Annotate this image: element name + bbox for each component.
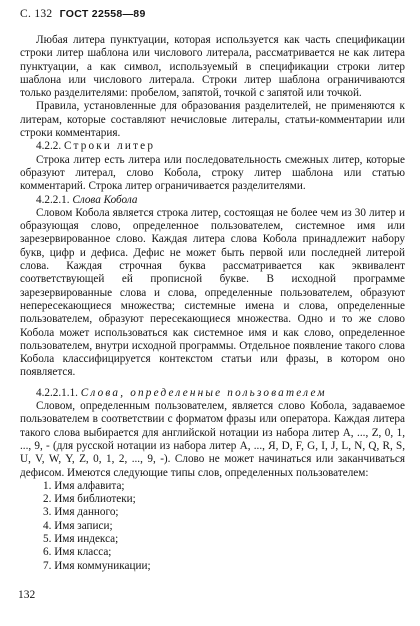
page-reference: С. 132 bbox=[20, 8, 53, 20]
paragraph-punctuation: Любая литера пунктуации, которая используется как часть спецификации строки литер шаблона или числового литерала, рассматривается не как литера пунктуации, а как символ, используемый в спецификации строки литер шаблона или числового литерала. Строки литер шаблона ограничиваются только разделителями: пробелом, запятой, точкой с запятой или точкой. bbox=[20, 34, 405, 100]
section-title: Слова Кобола bbox=[72, 193, 138, 206]
paragraph-separator-rules: Правила, установленные для образования разделителей, не применяются к литерам, которые составляют нечисловые литералы, статьи-комментарии или строки комментария. bbox=[20, 100, 405, 140]
section-title: Слова, определенные пользователем bbox=[80, 386, 327, 399]
standard-designation: ГОСТ 22558—89 bbox=[59, 8, 146, 20]
list-item: 1. Имя алфавита; bbox=[43, 479, 125, 492]
list-item: 5. Имя индекса; bbox=[43, 532, 119, 545]
list-item: 6. Имя класса; bbox=[43, 546, 112, 559]
section-heading-4-2-2-1-1 bbox=[20, 387, 405, 400]
spacer bbox=[20, 380, 405, 387]
section-number: 4.2.2.1. bbox=[36, 193, 70, 206]
list-item: 4. Имя записи; bbox=[43, 519, 113, 532]
section-heading-4-2-2 bbox=[20, 140, 405, 153]
section-number: 4.2.2.1.1. bbox=[36, 386, 78, 399]
word-types-list bbox=[20, 480, 405, 573]
page-number: 132 bbox=[18, 589, 36, 601]
list-item: 7. Имя коммуникации; bbox=[43, 559, 151, 572]
section-number: 4.2.2. bbox=[36, 140, 62, 153]
document-body bbox=[20, 34, 405, 573]
list-item: 3. Имя данного; bbox=[43, 506, 119, 519]
paragraph-character-strings: Строка литер есть литера или последовательность смежных литер, которые образуют литерал, слово Кобола, строку литер шаблона или статью комментарий. Строка литер ограничивается разделителями. bbox=[20, 153, 405, 193]
list-item: 2. Имя библиотеки; bbox=[43, 493, 136, 506]
section-heading-4-2-2-1 bbox=[20, 194, 405, 207]
paragraph-user-defined-words: Словом, определенным пользователем, является слово Кобола, задаваемое пользователем в соответствии с форматом фразы или оператора. Каждая литера такого слова выбирается для английской нотации из набора литер A, ..., Z, 0, 1, ..., 9, - (для русской нотации из набора литер А, ..., Я, D, F, G, I, J, L, N, Q, R, S, U, V, W, Y, Z, 0, 1, 2, ..., 9, -). Слово не может начинаться или заканчиваться дефисом. Имеются следующие типы слов, определенных пользователем: bbox=[20, 400, 405, 479]
section-title: Строки литер bbox=[63, 140, 156, 153]
running-header bbox=[20, 8, 146, 20]
paragraph-cobol-words: Словом Кобола является строка литер, состоящая не более чем из 30 литер и образующая слово, определенное пользователем, системное имя или зарезервированное слово. Каждая литера слова Кобола принадлежит набору букв, цифр и дефиса. Дефис не может быть первой или последней литерой слова. Каждая строчная буква рассматривается как эквивалент соответствующей ей прописной букве. В исходной программе зарезервированные слова и слова, определенные пользователем, образуют непересекающиеся множества; системные имена и слова, определенные пользователем, образуют пересекающиеся множества. Одно и то же слово Кобола может использоваться как системное имя и как слово, определенное пользователем, внутри исходной программы. Отдельное появление такого слова Кобола классифицируется контекстом статьи или фразы, в котором оно появляется. bbox=[20, 206, 405, 379]
